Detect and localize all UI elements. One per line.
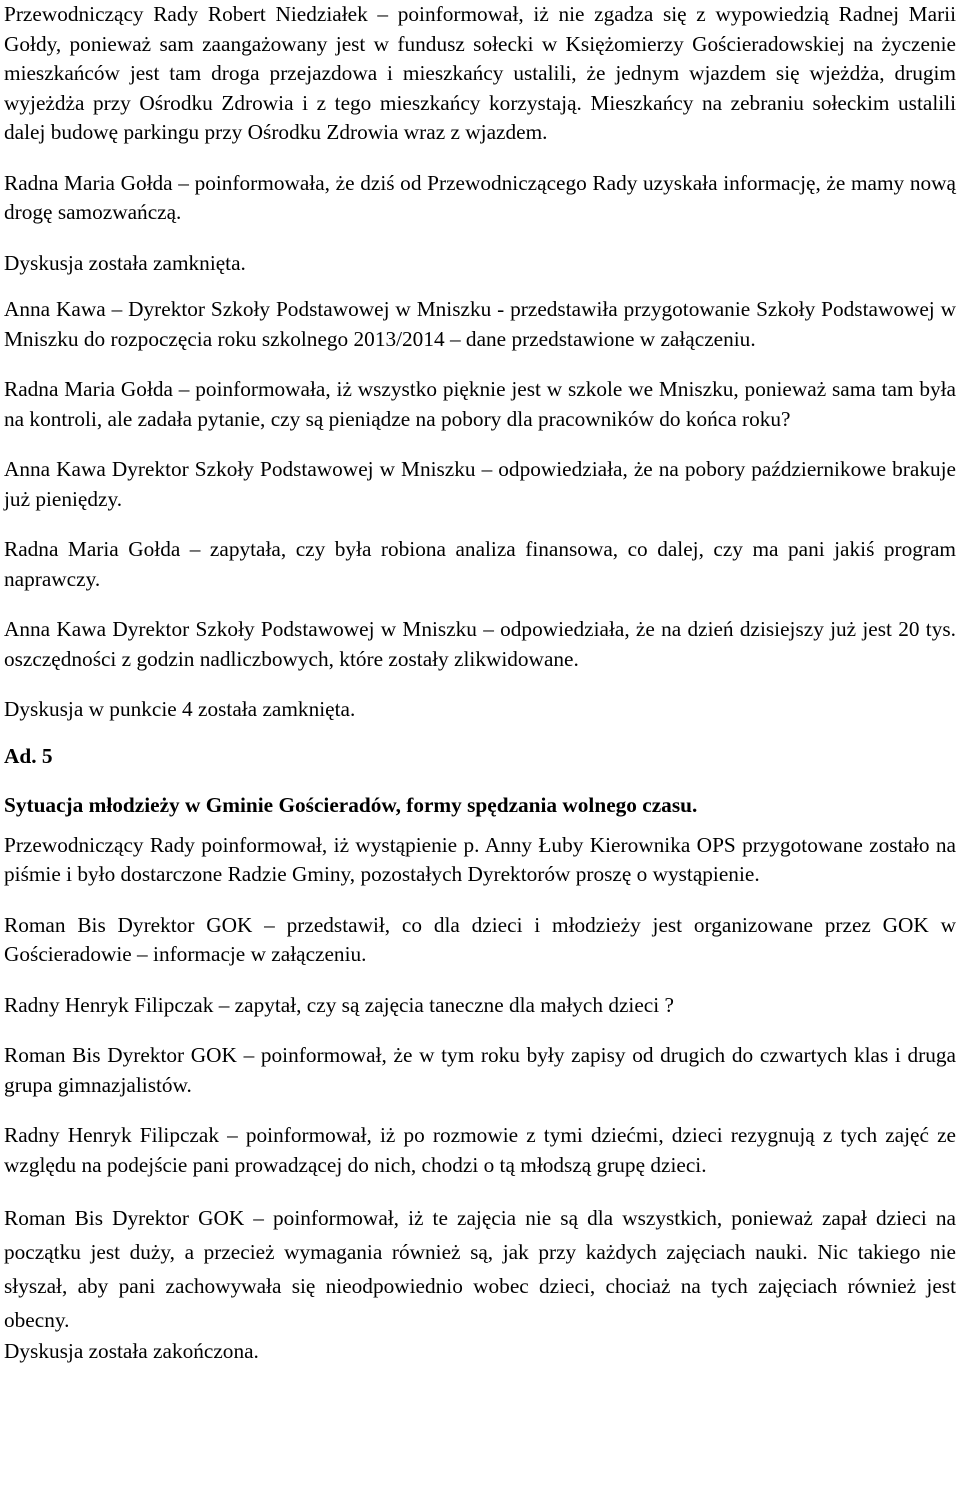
paragraph-golda-salary-question: Radna Maria Gołda – poinformowała, iż wszystko pięknie jest w szkole we Mniszku, ponieważ sama tam była na kontroli, ale zadała pytanie, czy są pieniądze na pobory dla pracowników do końca roku? xyxy=(4,377,956,431)
paragraph-kawa-school-preparation: Anna Kawa – Dyrektor Szkoły Podstawowej w Mniszku - przedstawiła przygotowanie Szkoły Podstawowej w Mniszku do rozpoczęcia roku szkolnego 2013/2014 – dane przedstawione w załączeniu. xyxy=(4,297,956,351)
document-page xyxy=(4,0,956,1367)
paragraph-filipczak-dance-question: Radny Henryk Filipczak – zapytał, czy są zajęcia taneczne dla małych dzieci ? xyxy=(4,992,674,1017)
paragraph-bis-enrollment: Roman Bis Dyrektor GOK – poinformował, że w tym roku były zapisy od drugich do czwartych klas i druga grupa gimnazjalistów. xyxy=(4,1043,956,1097)
paragraph-niedzialek-statement: Przewodniczący Rady Robert Niedziałek – poinformował, iż nie zgadza się z wypowiedzią Radnej Marii Gołdy, ponieważ sam zaangażowany jest w fundusz sołecki w Księżomierzy Gościeradowskiej na życzenie mieszkańców jest tam droga przejazdowa i mieszkańcy ustalili, że jednym wjazdem się wjeżdża, drugim wyjeżdża przy Ośrodku Zdrowia i z tego mieszkańcy korzystają. Mieszkańcy na zebraniu sołeckim ustalili dalej budowę parkingu przy Ośrodku Zdrowia wraz z wjazdem. xyxy=(4,2,956,144)
paragraph-bis-response: Roman Bis Dyrektor GOK – poinformował, iż te zajęcia nie są dla wszystkich, ponieważ zapał dzieci na początku jest duży, a przecież wymagania również są, jak przy każdych zajęciach nauki. Nic takiego nie słyszał, aby pani zachowywała się nieodpowiednio wobec dzieci, chociaż na tych zajęciach również jest obecny. xyxy=(4,1206,956,1332)
paragraph-discussion-ended: Dyskusja została zakończona. xyxy=(4,1339,259,1363)
paragraph-filipczak-resignation: Radny Henryk Filipczak – poinformował, iż po rozmowie z tymi dziećmi, dzieci rezygnują z tych zajęć ze względu na podejście pani prowadzącej do nich, chodzi o tą młodszą grupę dzieci. xyxy=(4,1123,956,1177)
section-title: Sytuacja młodzieży w Gminie Gościeradów, formy spędzania wolnego czasu. xyxy=(4,793,698,817)
paragraph-discussion-closed: Dyskusja została zamknięta. xyxy=(4,250,246,275)
section-number: Ad. 5 xyxy=(4,743,53,768)
paragraph-kawa-salary-answer: Anna Kawa Dyrektor Szkoły Podstawowej w Mniszku – odpowiedziała, że na pobory październikowe brakuje już pieniędzy. xyxy=(4,457,956,511)
paragraph-golda-financial-analysis: Radna Maria Gołda – zapytała, czy była robiona analiza finansowa, co dalej, czy ma pani jakiś program naprawczy. xyxy=(4,537,956,591)
paragraph-chairman-ops: Przewodniczący Rady poinformował, iż wystąpienie p. Anny Łuby Kierownika OPS przygotowane zostało na piśmie i było dostarczone Radzie Gminy, pozostałych Dyrektorów proszę o wystąpienie. xyxy=(4,832,956,886)
paragraph-golda-new-road: Radna Maria Gołda – poinformowała, że dziś od Przewodniczącego Rady uzyskała informację, że mamy nową drogę samozwańczą. xyxy=(4,170,956,224)
paragraph-kawa-savings-answer: Anna Kawa Dyrektor Szkoły Podstawowej w Mniszku – odpowiedziała, że na dzień dzisiejszy już jest 20 tys. oszczędności z godzin nadliczbowych, które zostały zlikwidowane. xyxy=(4,617,956,671)
paragraph-bis-gok-info: Roman Bis Dyrektor GOK – przedstawił, co dla dzieci i młodzieży jest organizowane przez GOK w Gościeradowie – informacje w załączeniu. xyxy=(4,912,956,966)
paragraph-point4-closed: Dyskusja w punkcie 4 została zamknięta. xyxy=(4,697,356,721)
